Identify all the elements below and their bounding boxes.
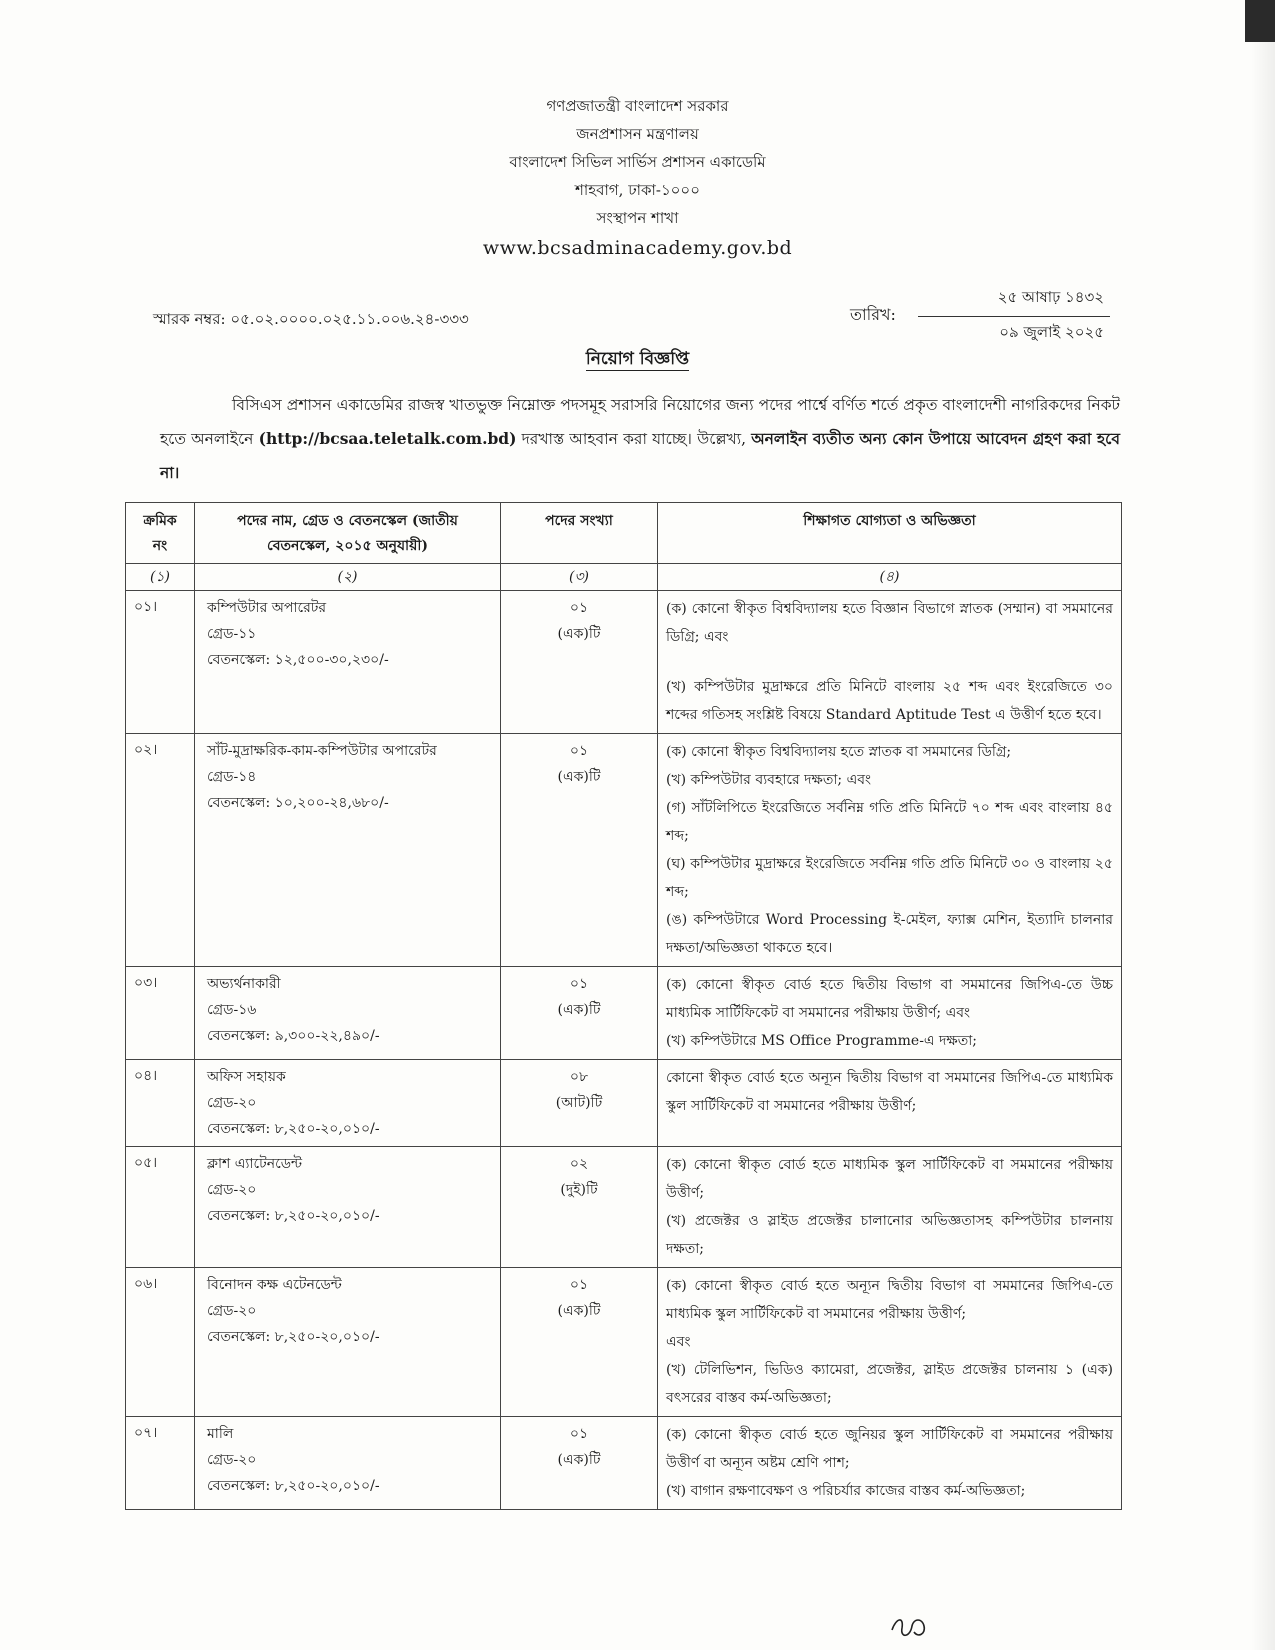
row-post-count (501, 967, 658, 1060)
table-row (126, 591, 1122, 734)
row-serial: ০৪। (126, 1060, 195, 1147)
post-name: বিনোদন কক্ষ এটেনডেন্ট (207, 1277, 342, 1293)
post-count-words: (দুই)টি (560, 1182, 598, 1198)
post-count: ০১ (569, 976, 589, 992)
post-scale: বেতনস্কেল: ৮,২৫০-২০,০১০/- (207, 1329, 380, 1345)
post-grade: গ্রেড-১১ (207, 626, 257, 642)
qualification-item: (ক) কোনো স্বীকৃত বোর্ড হতে জুনিয়র স্কুল সার্টিফিকেট বা সমমানের পরীক্ষায় উত্তীর্ণ বা অন্যূন অষ্টম শ্রেণি পাশ; (666, 1427, 1113, 1471)
post-count-words: (আট)টি (555, 1095, 603, 1111)
post-count: ০১ (569, 1277, 589, 1293)
column-number: (৩) (501, 564, 658, 591)
date-divider (918, 316, 1110, 317)
post-grade: গ্রেড-২০ (207, 1095, 257, 1111)
row-serial: ০৬। (126, 1268, 195, 1417)
post-count: ০৮ (569, 1069, 589, 1085)
column-number-row (126, 564, 1122, 591)
row-qualification (658, 1147, 1122, 1268)
row-post-details (195, 591, 501, 734)
qualification-item: (খ) প্রজেক্টর ও স্লাইড প্রজেক্টর চালানোর অভিজ্ঞতাসহ কম্পিউটার চালনায় দক্ষতা; (666, 1213, 1113, 1257)
qualification-item: (ক) কোনো স্বীকৃত বিশ্ববিদ্যালয় হতে বিজ্ঞান বিভাগে স্নাতক (সম্মান) বা সমমানের ডিগ্রি; এবং (666, 601, 1113, 645)
post-scale: বেতনস্কেল: ১০,২০০-২৪,৬৮০/- (207, 795, 389, 811)
header-section: সংস্থাপন শাখা (596, 209, 679, 227)
row-qualification (658, 1417, 1122, 1510)
header-qualification: শিক্ষাগত যোগ্যতা ও অভিজ্ঞতা (658, 503, 1122, 564)
row-qualification (658, 591, 1122, 734)
header-address: শাহবাগ, ঢাকা-১০০০ (575, 181, 700, 199)
column-number: (২) (195, 564, 501, 591)
date-english: ০৯ জুলাই ২০২৫ (999, 323, 1104, 341)
qualification-item: (খ) কম্পিউটার মুদ্রাক্ষরে প্রতি মিনিটে বাংলায় ২৫ শব্দ এবং ইংরেজিতে ৩০ শব্দের গতিসহ সংশ্লিষ্ট বিষয়ে Standard Aptitude Test এ উত্তীর্ণ হতে হবে। (666, 679, 1113, 723)
post-name: অফিস সহায়ক (207, 1069, 286, 1085)
notice-title-text: নিয়োগ বিজ্ঞপ্তি (585, 349, 690, 369)
qualification-item: (ক) কোনো স্বীকৃত বোর্ড হতে মাধ্যমিক স্কুল সার্টিফিকেট বা সমমানের পরীক্ষায় উত্তীর্ণ; (666, 1157, 1113, 1201)
row-post-details (195, 967, 501, 1060)
post-scale: বেতনস্কেল: ৮,২৫০-২০,০১০/- (207, 1208, 380, 1224)
letterhead (0, 92, 1275, 262)
post-scale: বেতনস্কেল: ৯,৩০০-২২,৪৯০/- (207, 1028, 380, 1044)
column-number: (১) (126, 564, 195, 591)
table-body (126, 591, 1122, 1510)
intro-text-2: দরখাস্ত আহবান করা যাচ্ছে। উল্লেখ্য, (516, 430, 752, 448)
row-post-details (195, 734, 501, 967)
post-count-words: (এক)টি (557, 769, 601, 785)
table-row (126, 734, 1122, 967)
qualification-spacer (666, 651, 1113, 673)
qualification-item: (খ) কম্পিউটার ব্যবহারে দক্ষতা; এবং (666, 772, 872, 788)
row-serial: ০৩। (126, 967, 195, 1060)
notice-title (0, 346, 1275, 374)
header-post-name: পদের নাম, গ্রেড ও বেতনস্কেল (জাতীয় বেতনস্কেল, ২০১৫ অনুযায়ী) (195, 503, 501, 564)
table-row (126, 1060, 1122, 1147)
post-grade: গ্রেড-২০ (207, 1303, 257, 1319)
header-ministry: জনপ্রশাসন মন্ত্রণালয় (576, 125, 699, 143)
row-post-count (501, 1417, 658, 1510)
row-post-details (195, 1060, 501, 1147)
date-label: তারিখ: (850, 305, 896, 324)
row-post-count (501, 1060, 658, 1147)
table-header-row (126, 503, 1122, 564)
post-name: অভ্যর্থনাকারী (207, 976, 281, 992)
row-serial: ০৭। (126, 1417, 195, 1510)
row-qualification (658, 967, 1122, 1060)
qualification-item: (খ) কম্পিউটারে MS Office Programme-এ দক্ষতা; (666, 1033, 977, 1049)
post-count: ০২ (569, 1156, 589, 1172)
column-number: (৪) (658, 564, 1122, 591)
table-row (126, 967, 1122, 1060)
posts-table (125, 502, 1122, 1510)
post-count-words: (এক)টি (557, 1303, 601, 1319)
post-count-words: (এক)টি (557, 626, 601, 642)
row-post-count (501, 734, 658, 967)
header-website: www.bcsadminacademy.gov.bd (482, 237, 793, 259)
post-count-words: (এক)টি (557, 1452, 601, 1468)
post-count: ০১ (569, 1426, 589, 1442)
qualification-item: (ক) কোনো স্বীকৃত বোর্ড হতে অন্যূন দ্বিতীয় বিভাগ বা সমমানের জিপিএ-তে মাধ্যমিক স্কুল সার্টিফিকেট বা সমমানের পরীক্ষায় উত্তীর্ণ; (666, 1278, 1113, 1322)
row-post-count (501, 1268, 658, 1417)
qualification-item: (ঙ) কম্পিউটারে Word Processing ই-মেইল, ফ্যাক্স মেশিন, ইত্যাদি চালনার দক্ষতা/অভিজ্ঞতা থাকতে হবে। (666, 912, 1113, 956)
row-serial: ০১। (126, 591, 195, 734)
intro-text-1: বিসিএস প্রশাসন একাডেমির রাজস্ব খাতভুক্ত নিম্নোক্ত পদসমূহ সরাসরি নিয়োগের জন্য পদের পার্শ্বে বর্ণিত শর্তে প্রকৃত বাংলাদেশী নাগরিকদের নিকট হতে অনলাইনে (160, 396, 1120, 448)
date-block (918, 286, 1110, 346)
memo-number: স্মারক নম্বর: ০৫.০২.০০০০.০২৫.১১.০০৬.২৪-৩৩৩ (153, 310, 469, 328)
qualification-item: (গ) সাঁটলিপিতে ইংরেজিতে সর্বনিম্ন গতি প্রতি মিনিটে ৭০ শব্দ এবং বাংলায় ৪৫ শব্দ; (666, 800, 1113, 844)
row-post-count (501, 591, 658, 734)
header-government: গণপ্রজাতন্ত্রী বাংলাদেশ সরকার (546, 97, 729, 115)
header-post-count: পদের সংখ্যা (501, 503, 658, 564)
table-row (126, 1417, 1122, 1510)
row-serial: ০৫। (126, 1147, 195, 1268)
post-grade: গ্রেড-১৪ (207, 769, 257, 785)
post-grade: গ্রেড-২০ (207, 1182, 257, 1198)
table-row (126, 1268, 1122, 1417)
qualification-item: (ক) কোনো স্বীকৃত বোর্ড হতে দ্বিতীয় বিভাগ বা সমমানের জিপিএ-তে উচ্চ মাধ্যমিক সার্টিফিকেট বা সমমানের পরীক্ষায় উত্তীর্ণ; এবং (666, 977, 1113, 1021)
signature-mark (888, 1612, 932, 1642)
intro-emphasis: অনলাইন ব্যতীত অন্য কোন উপায়ে আবেদন গ্রহণ করা হবে না। (160, 429, 1121, 482)
post-grade: গ্রেড-২০ (207, 1452, 257, 1468)
qualification-item: কোনো স্বীকৃত বোর্ড হতে অন্যূন দ্বিতীয় বিভাগ বা সমমানের জিপিএ-তে মাধ্যমিক স্কুল সার্টিফিকেট বা সমমানের পরীক্ষায় উত্তীর্ণ; (666, 1070, 1113, 1114)
qualification-item: (ক) কোনো স্বীকৃত বিশ্ববিদ্যালয় হতে স্নাতক বা সমমানের ডিগ্রি; (666, 744, 1012, 760)
table-row (126, 1147, 1122, 1268)
qualification-item: এবং (666, 1334, 691, 1350)
qualification-item: (ঘ) কম্পিউটার মুদ্রাক্ষরে ইংরেজিতে সর্বনিম্ন গতি প্রতি মিনিটে ৩০ ও বাংলায় ২৫ শব্দ; (666, 856, 1113, 900)
scan-edge-mark (1245, 0, 1275, 42)
post-scale: বেতনস্কেল: ৮,২৫০-২০,০১০/- (207, 1478, 380, 1494)
row-post-details (195, 1147, 501, 1268)
intro-paragraph (160, 388, 1120, 490)
post-name: কম্পিউটার অপারেটর (207, 600, 327, 616)
row-post-details (195, 1268, 501, 1417)
header-academy: বাংলাদেশ সিভিল সার্ভিস প্রশাসন একাডেমি (509, 153, 766, 171)
row-qualification (658, 734, 1122, 967)
post-scale: বেতনস্কেল: ১২,৫০০-৩০,২৩০/- (207, 652, 389, 668)
post-count: ০১ (569, 743, 589, 759)
post-name: সাঁট-মুদ্রাক্ষরিক-কাম-কম্পিউটার অপারেটর (207, 743, 437, 759)
date-bangla: ২৫ আষাঢ় ১৪৩২ (997, 288, 1104, 306)
post-name: মালি (207, 1426, 234, 1442)
row-qualification (658, 1060, 1122, 1147)
qualification-item: (খ) টেলিভিশন, ভিডিও ক্যামেরা, প্রজেক্টর, স্লাইড প্রজেক্টর চালনায় ১ (এক) বৎসরের বাস্তব কর্ম-অভিজ্ঞতা; (666, 1362, 1113, 1406)
post-grade: গ্রেড-১৬ (207, 1002, 257, 1018)
post-count-words: (এক)টি (557, 1002, 601, 1018)
row-serial: ০২। (126, 734, 195, 967)
header-serial: ক্রমিক নং (126, 503, 195, 564)
row-post-details (195, 1417, 501, 1510)
post-scale: বেতনস্কেল: ৮,২৫০-২০,০১০/- (207, 1121, 380, 1137)
qualification-item: (খ) বাগান রক্ষণাবেক্ষণ ও পরিচর্যার কাজের বাস্তব কর্ম-অভিজ্ঞতা; (666, 1483, 1026, 1499)
row-qualification (658, 1268, 1122, 1417)
row-post-count (501, 1147, 658, 1268)
post-count: ০১ (569, 600, 589, 616)
post-name: ক্লাশ এ্যাটেনডেন্ট (207, 1156, 303, 1172)
application-link[interactable]: (http://bcsaa.teletalk.com.bd) (258, 429, 517, 448)
